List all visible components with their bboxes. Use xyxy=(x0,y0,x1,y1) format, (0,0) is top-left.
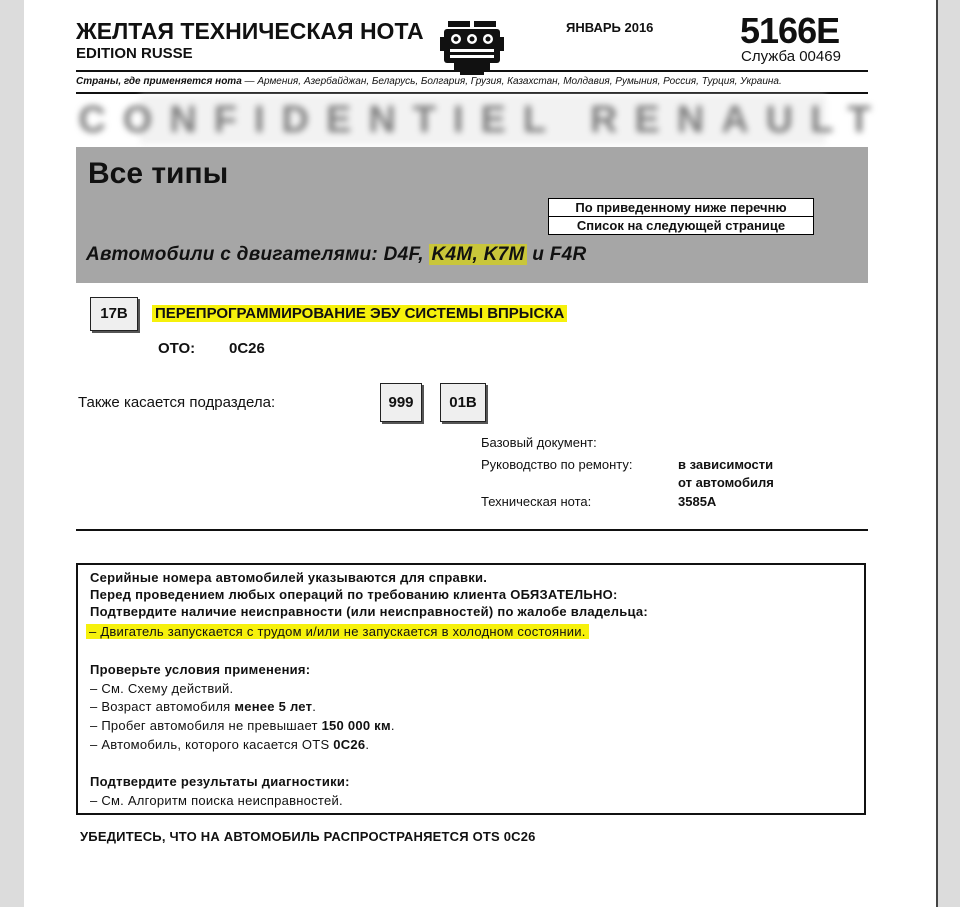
oto-value: 0C26 xyxy=(229,340,265,357)
note-title: ЖЕЛТАЯ ТЕХНИЧЕСКАЯ НОТА xyxy=(76,18,424,44)
condition-1: – См. Схему действий. xyxy=(90,681,234,696)
condition-3-text: – Пробег автомобиля не превышает xyxy=(90,718,322,733)
vehicle-list-stamp xyxy=(548,198,814,235)
page-edge xyxy=(936,0,938,907)
info-line-2: Перед проведением любых операций по требованию клиента ОБЯЗАТЕЛЬНО: xyxy=(90,587,618,602)
countries-line xyxy=(76,76,782,87)
section-code-box: 17B xyxy=(90,297,138,331)
section-divider xyxy=(76,529,868,531)
condition-4 xyxy=(90,737,369,752)
engine-icon xyxy=(440,17,504,75)
condition-2-text: – Возраст автомобиля xyxy=(90,699,235,714)
condition-3-value: 150 000 км xyxy=(321,718,391,733)
countries-list: — Армения, Азербайджан, Беларусь, Болгария, Грузия, Казахстан, Молдавия, Румыния, Россия, Турция, Украина. xyxy=(241,76,782,87)
conditions-title: Проверьте условия применения: xyxy=(90,662,311,677)
stamp-line-1: По приведенному ниже перечню xyxy=(575,200,787,215)
countries-divider xyxy=(76,92,868,94)
subsection-code-999: 999 xyxy=(380,383,422,422)
info-line-3: Подтвердите наличие неисправности (или неисправностей) по жалобе владельца: xyxy=(90,604,648,619)
tech-note-label: Техническая нота: xyxy=(481,494,592,509)
footer-notice: УБЕДИТЕСЬ, ЧТО НА АВТОМОБИЛЬ РАСПРОСТРАНЯЕТСЯ OTS 0C26 xyxy=(80,829,536,844)
edition-label: EDITION RUSSE xyxy=(76,45,193,62)
all-types-heading: Все типы xyxy=(88,157,229,190)
info-line-1: Серийные номера автомобилей указываются для справки. xyxy=(90,570,488,585)
diagnostics-line: – См. Алгоритм поиска неисправностей. xyxy=(90,793,343,808)
repair-manual-label: Руководство по ремонту: xyxy=(481,457,633,472)
engines-line xyxy=(86,244,587,266)
note-number: 5166E xyxy=(740,10,840,51)
issue-date: ЯНВАРЬ 2016 xyxy=(566,20,654,35)
condition-3 xyxy=(90,718,395,733)
condition-3-end: . xyxy=(390,718,395,733)
service-number: Служба 00469 xyxy=(741,48,841,65)
header-divider xyxy=(76,70,868,72)
repair-manual-value-2: от автомобиля xyxy=(678,475,774,490)
stamp-line-2: Список на следующей странице xyxy=(549,216,813,234)
engines-highlighted: K4M, K7M xyxy=(431,244,525,265)
engines-suffix: и F4R xyxy=(526,244,587,265)
condition-4-value: 0C26 xyxy=(333,737,366,752)
condition-2 xyxy=(90,699,316,714)
tech-note-value: 3585A xyxy=(678,494,717,509)
base-doc-label: Базовый документ: xyxy=(481,435,597,450)
confidential-watermark: CONFIDENTIEL RENAULT xyxy=(140,96,826,144)
engines-prefix: Автомобили с двигателями: D4F, xyxy=(86,244,430,265)
info-line-4 xyxy=(86,624,589,639)
repair-manual-value-1: в зависимости xyxy=(678,457,774,472)
condition-2-end: . xyxy=(312,699,317,714)
condition-4-end: . xyxy=(365,737,370,752)
oto-label: ОТО: xyxy=(158,340,196,357)
diagnostics-title: Подтвердите результаты диагностики: xyxy=(90,774,350,789)
countries-label: Страны, где применяется нота xyxy=(76,76,242,87)
section-title xyxy=(152,305,567,322)
also-concerns-label: Также касается подраздела: xyxy=(78,394,276,411)
subsection-code-01b: 01B xyxy=(440,383,486,422)
section-title-text: ПЕРЕПРОГРАММИРОВАНИЕ ЭБУ СИСТЕМЫ ВПРЫСКА xyxy=(152,305,567,322)
complaint-text: – Двигатель запускается с трудом и/или не запускается в холодном состоянии. xyxy=(86,624,589,639)
condition-4-text: – Автомобиль, которого касается OTS xyxy=(90,737,334,752)
condition-2-value: менее 5 лет xyxy=(234,699,313,714)
